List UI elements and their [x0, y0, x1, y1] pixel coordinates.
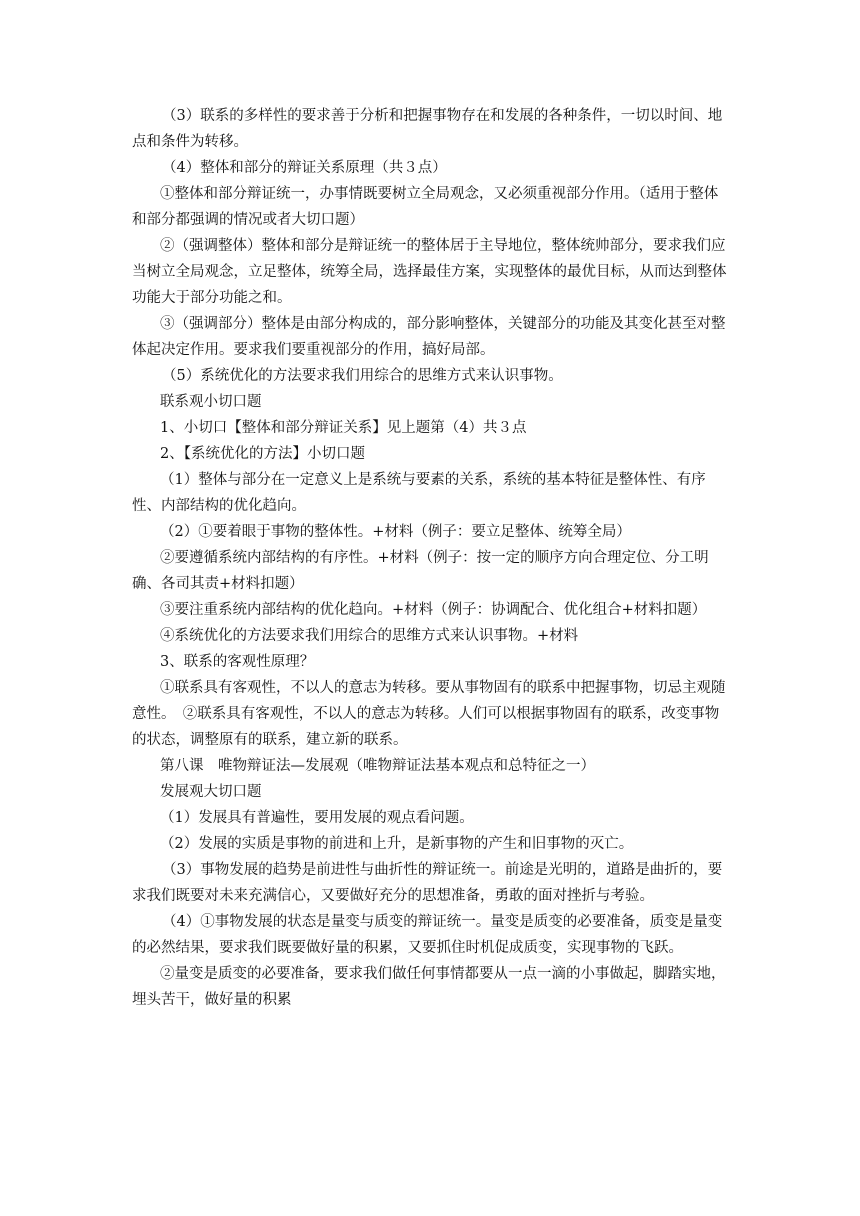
paragraph-10: （1）整体与部分在一定意义上是系统与要素的关系，系统的基本特征是整体性、有序性、内部结构的优化趋向。	[132, 472, 706, 514]
paragraph-9: 2、【系统优化的方法】小切口题	[160, 446, 365, 462]
paragraph-19: （1）发展具有普遍性，要用发展的观点看问题。	[160, 810, 474, 826]
paragraph-15: 3、联系的客观性原理？	[160, 654, 315, 670]
paragraph-21: （3）事物发展的趋势是前进性与曲折性的辩证统一。前途是光明的，道路是曲折的，要求我们既要对未来充满信心，又要做好充分的思想准备，勇敢的面对挫折与考验。	[132, 862, 723, 904]
paragraph-20: （2）发展的实质是事物的前进和上升，是新事物的产生和旧事物的灭亡。	[160, 836, 634, 852]
paragraph-18: 发展观大切口题	[160, 784, 262, 800]
paragraph-7: 联系观小切口题	[160, 394, 262, 410]
paragraph-5: ③（强调部分）整体是由部分构成的，部分影响整体，关键部分的功能及其变化甚至对整体起决定作用。要求我们要重视部分的作用，搞好局部。	[132, 316, 726, 358]
paragraph-8: 1、小切口【整体和部分辩证关系】见上题第（4）共３点	[160, 420, 527, 436]
paragraph-22: （4）①事物发展的状态是量变与质变的辩证统一。量变是质变的必要准备，质变是量变的必然结果，要求我们既要做好量的积累，又要抓住时机促成质变，实现事物的飞跃。	[132, 914, 723, 956]
paragraph-3: ①整体和部分辩证统一，办事情既要树立全局观念，又必须重视部分作用。（适用于整体和部分都强调的情况或者大切口题）	[132, 186, 719, 228]
paragraph-1: （3）联系的多样性的要求善于分析和把握事物存在和发展的各种条件，一切以时间、地点和条件为转移。	[132, 108, 723, 150]
paragraph-23: ②量变是质变的必要准备，要求我们做任何事情都要从一点一滴的小事做起，脚踏实地，埋头苦干，做好量的积累	[132, 966, 726, 1008]
paragraph-2: （4）整体和部分的辩证关系原理（共３点）	[162, 160, 447, 176]
paragraph-4: ②（强调整体）整体和部分是辩证统一的整体居于主导地位，整体统帅部分，要求我们应当树立全局观念，立足整体，统筹全局，选择最佳方案，实现整体的最优目标，从而达到整体功能大于部分功能之和。	[132, 238, 727, 306]
paragraph-11: （2）①要着眼于事物的整体性。+材料（例子：要立足整体、统筹全局）	[160, 524, 631, 540]
paragraph-16: ①联系具有客观性，不以人的意志为转移。要从事物固有的联系中把握事物，切忌主观随意性。 ②联系具有客观性，不以人的意志为转移。人们可以根据事物固有的联系，改变事物的状态，调整原有的联系，建立新的联系。	[132, 680, 726, 748]
paragraph-6: （5）系统优化的方法要求我们用综合的思维方式来认识事物。	[162, 368, 563, 384]
paragraph-12: ②要遵循系统内部结构的有序性。+材料（例子：按一定的顺序方向合理定位、分工明确、各司其责+材料扣题）	[132, 550, 709, 592]
paragraph-14: ④系统优化的方法要求我们用综合的思维方式来认识事物。+材料	[160, 628, 579, 644]
document-body	[132, 103, 732, 1013]
paragraph-13: ③要注重系统内部结构的优化趋向。+材料（例子：协调配合、优化组合+材料扣题）	[160, 602, 707, 618]
paragraph-17: 第八课 唯物辩证法—发展观（唯物辩证法基本观点和总特征之一）	[160, 758, 595, 774]
